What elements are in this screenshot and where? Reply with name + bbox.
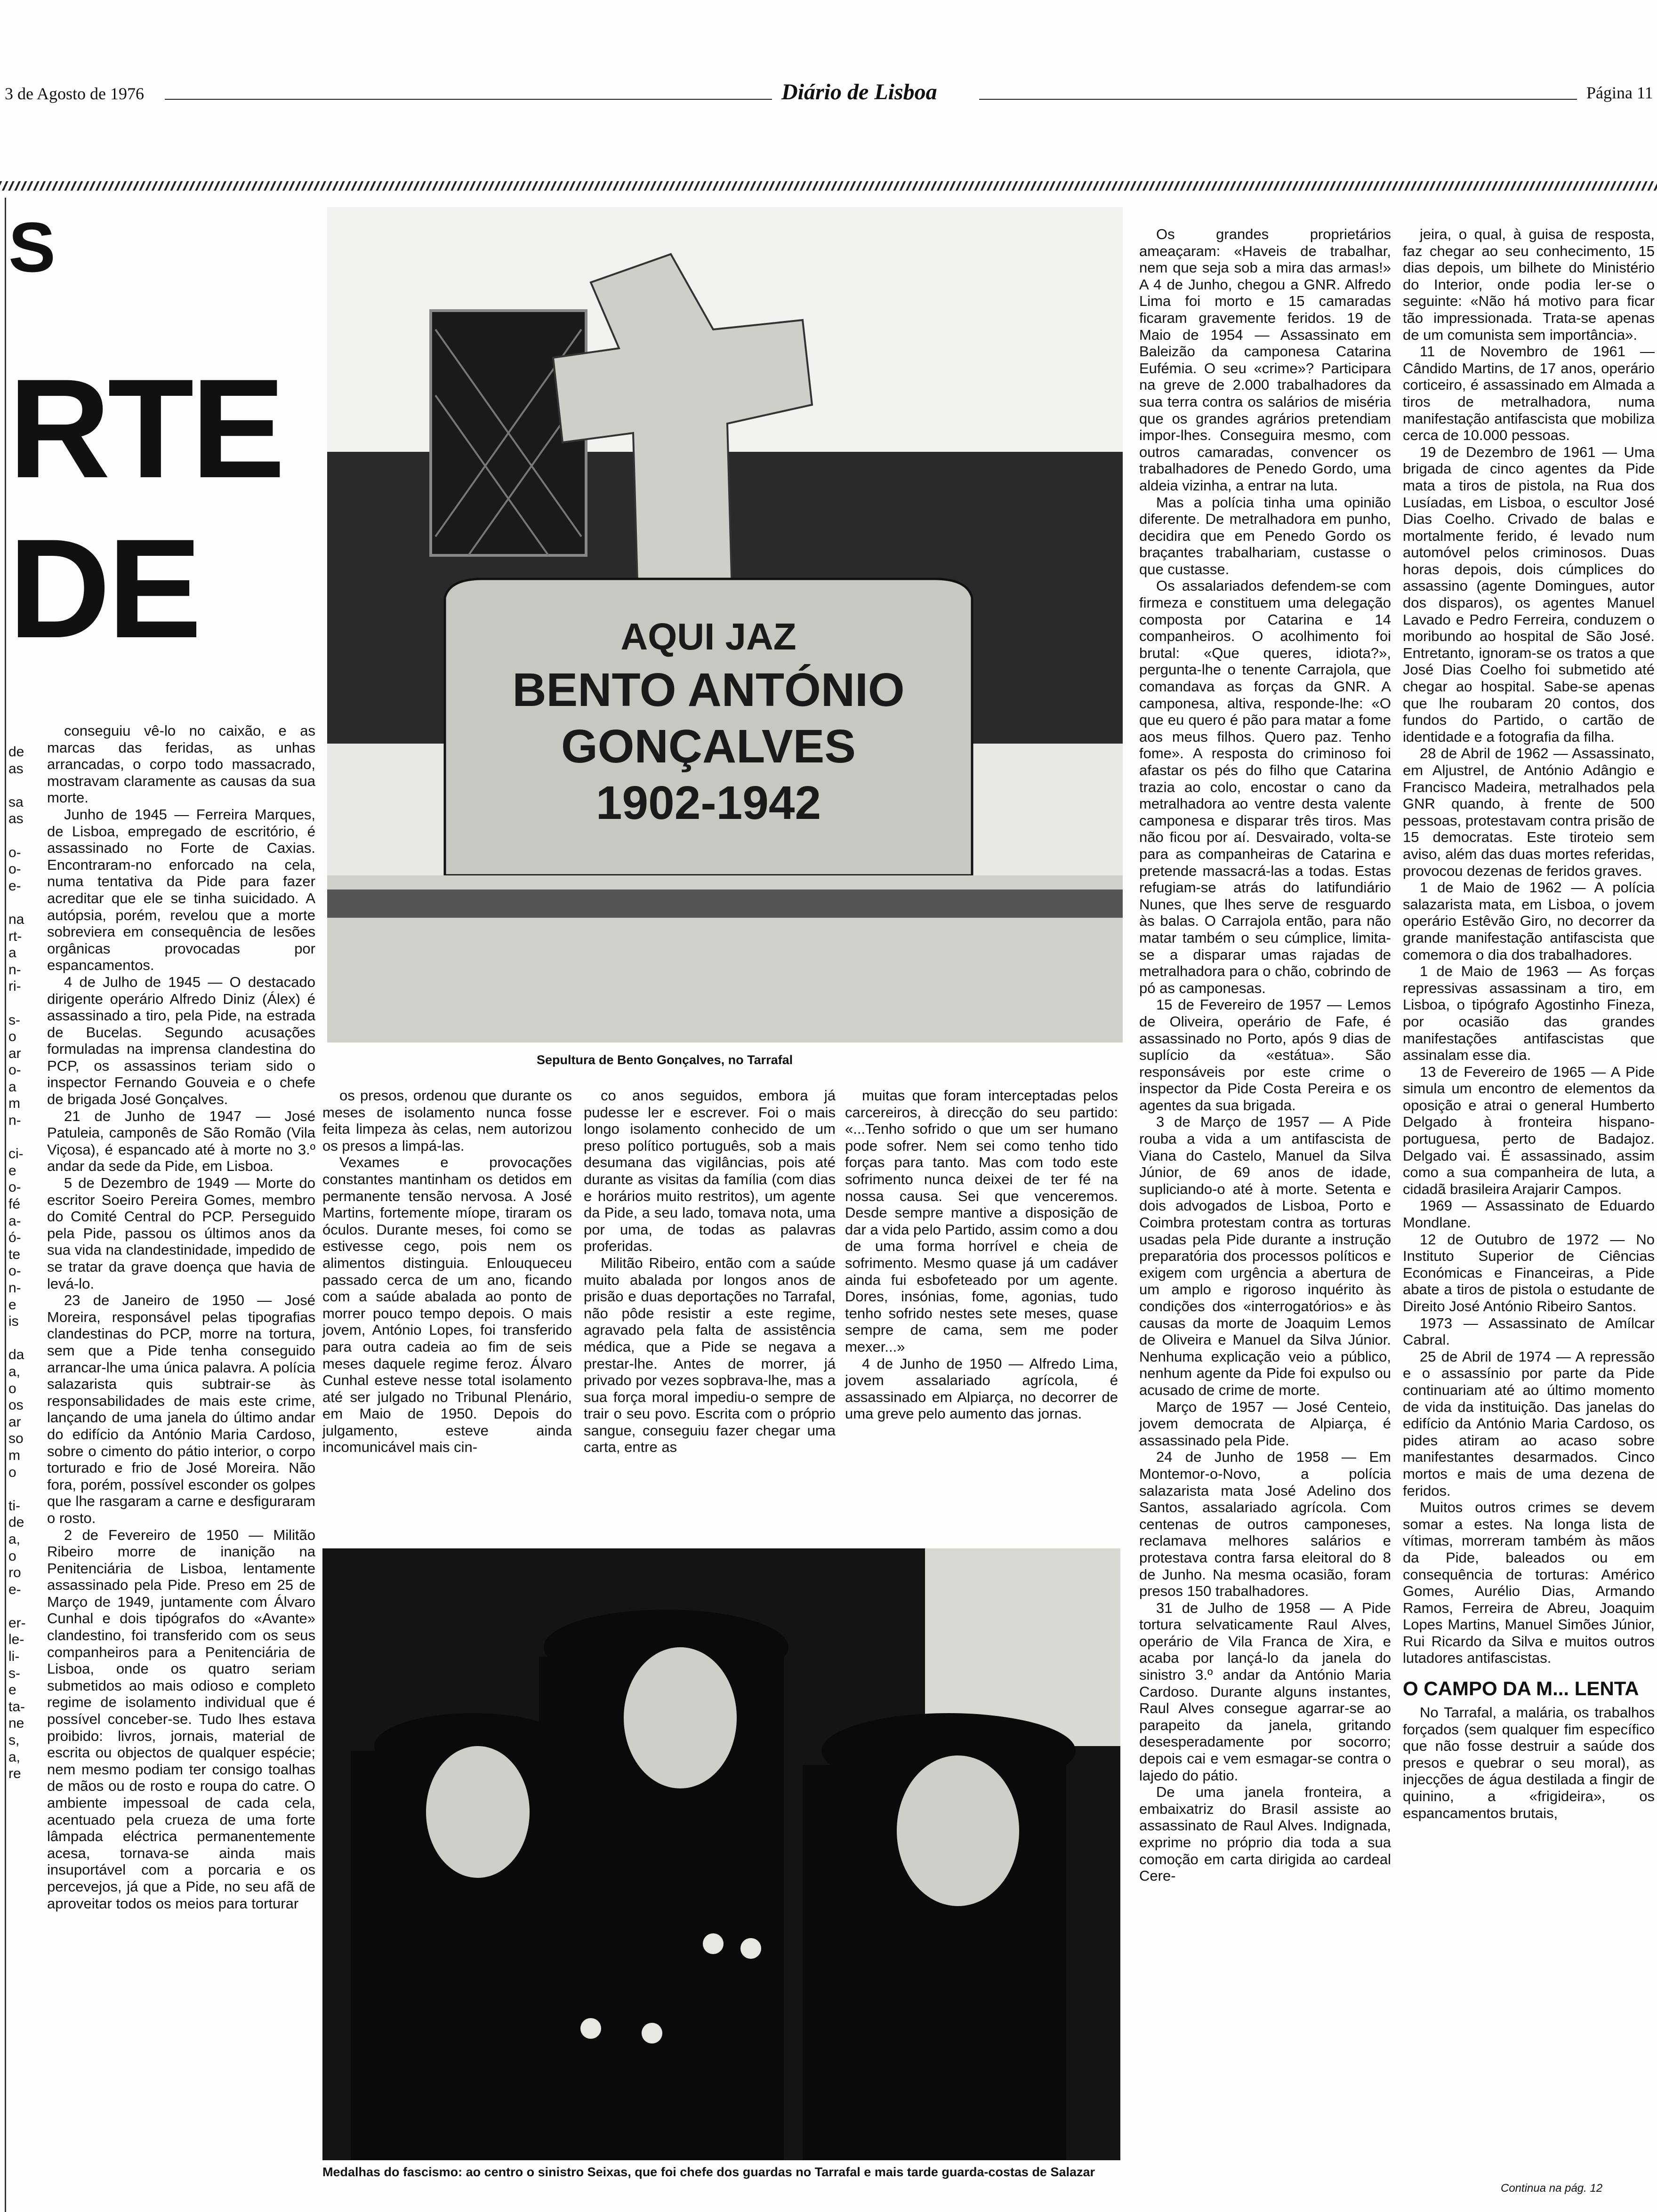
margin-fragment: o- — [8, 861, 21, 877]
margin-fragment: s- — [8, 1012, 20, 1028]
margin-fragment: a — [8, 1079, 16, 1095]
margin-fragment: so — [8, 1431, 24, 1447]
margin-fragment — [8, 827, 27, 844]
masthead — [0, 79, 1657, 107]
margin-fragment — [8, 777, 27, 794]
paragraph: Os assalariados defendem-se com firmeza e constituem uma delegação composta por Catarina e 14 companheiros. O acolhimento foi brutal: «Que queres, idiota?», pergunta-lhe o tenente Carrajola, que comandava as forças da GNR. A camponesa, altiva, responde-lhe: «O que eu quero é pão para matar a fome aos meus filhos. Quero paz. Tenho fome». A resposta do criminoso foi afastar os pés do filho que Catarina trazia ao colo, encostar o cano da metralhadora ao ventre desta valente camponesa e disparar três tiros. Mas não ficou por aí. Desvairado, volta-se para as companheiras de Catarina e pretende massacrá-las a todas. Estas refugiam-se atrás do latifundiário Nunes, que lhes serve de resguardo às balas. O Carrajola então, para não matar também o seu cúmplice, limita-se a disparar umas rajadas de metralhadora para o chão, cobrindo de pó as camponesas. — [1139, 577, 1391, 996]
margin-fragment: ci- — [8, 1146, 24, 1162]
paragraph: De uma janela fronteira, a embaixatriz do Brasil assiste ao assassinato de Raul Alves. Indignada, exprime no próprio dia toda a sua comoção em carta dirigida ao cardeal Cere- — [1139, 1784, 1391, 1884]
paragraph: 3 de Março de 1957 — A Pide rouba a vida a um antifascista de Viana do Castelo, Manuel da Silva Júnior, de 69 anos de idade, supliciando-o até à morte. Setenta e dois advogados de Lisboa, Porto e Coimbra protestam contra as torturas usadas pela Pide durante a instrução preparatória dos processos políticos e exigem com urgência a abertura de um amplo e rigoroso inquérito às condições dos «interrogatórios» e às causas da morte de Joaquim Lemos de Oliveira e Manuel da Silva Júnior. Nenhuma explicação veio a público, nenhum agente da Pide foi expulso ou acusado de crime de morte. — [1139, 1114, 1391, 1398]
paragraph: co anos seguidos, embora já pudesse ler e escrever. Foi o mais longo isolamento conhecido de um preso político português, sob a mais desumana das vigilâncias, pois até durante as visitas da família (com dias e horários muito restritos), um agente da Pide, a seu lado, tomava nota, uma por uma, de todas as palavras proferidas. — [584, 1087, 836, 1255]
paragraph: jeira, o qual, à guisa de resposta, faz chegar ao seu conhecimento, 15 dias depois, um bilhete do Ministério do Interior, onde podia ler-se o seguinte: «Não há motivo para ficar tão impressionada. Trata-se apenas de um comunista sem importância». — [1403, 226, 1655, 343]
tomb-inscription-line: AQUI JAZ — [620, 616, 796, 657]
column-1 — [47, 722, 315, 1912]
margin-fragment: ar — [8, 1045, 21, 1061]
paragraph: Os grandes proprietários ameaçaram: «Haveis de trabalhar, nem que seja sob a mira das armas!» A 4 de Junho, chegou a GNR. Alfredo Lima foi morto e 15 camaradas ficaram gravemente feridos. 19 de Maio de 1954 — Assassinato em Baleizão da camponesa Catarina Eufémia. O seu «crime»? Participara na greve de 2.000 trabalhadores da sua terra contra os salários de miséria que os grandes agrários pretendiam impor-lhes. Conseguira mesmo, com outros camaradas, convencer os trabalhadores de Penedo Gordo, uma aldeia vizinha, a entrar na luta. — [1139, 226, 1391, 494]
margin-fragment: sa — [8, 794, 24, 810]
tomb-inscription-line: BENTO ANTÓNIO — [512, 664, 905, 716]
paragraph: 1 de Maio de 1963 — As forças repressivas assassinam a tiro, em Lisboa, o tipógrafo Agostinho Fineza, por ocasião das grandes manifestações antifascistas que assinalam esse dia. — [1403, 963, 1655, 1064]
issue-date: 3 de Agosto de 1976 — [5, 84, 144, 103]
margin-fragment: a, — [8, 1531, 21, 1547]
masthead-rule-left — [165, 99, 772, 100]
margin-fragment: te — [8, 1246, 21, 1262]
margin-fragment: e- — [8, 878, 21, 894]
margin-fragment: o — [8, 1380, 16, 1396]
margin-fragment: fé — [8, 1196, 21, 1212]
hatched-rule — [0, 181, 1657, 191]
margin-fragment: na — [8, 911, 24, 927]
margin-fragment: n- — [8, 1280, 21, 1296]
paragraph: Militão Ribeiro, então com a saúde muito abalada por longos anos de prisão e duas deportações no Tarrafal, não pôde resistir a este regime, agravado pela falta de assistência médica, que a Pide se negava a prestar-lhe. Antes de morrer, já privado por vezes sopbrava-lhe, mas a sua força moral impediu-o sempre de trair o seu povo. Escrita com o próprio sangue, conseguiu fazer chegar uma carta, entre as — [584, 1254, 836, 1456]
tomb-image — [327, 207, 1123, 1042]
paragraph: 24 de Junho de 1958 — Em Montemor-o-Novo, a polícia salazarista mata José Adelino dos Santos, assalariado agrícola. Com centenas de outros camponeses, reclamava melhores salários e protestava contra farsa eleitoral do 8 de Junho. Na mesma ocasião, foram presos 150 trabalhadores. — [1139, 1449, 1391, 1600]
paragraph: 4 de Junho de 1950 — Alfredo Lima, jovem assalariado agrícola, é assassinado em Alpiarça, no decorrer de uma greve pelo aumento das jornas. — [845, 1355, 1118, 1422]
paragraph: 23 de Janeiro de 1950 — José Moreira, responsável pelas tipografias clandestinas do PCP, morre na tortura, sem que a Pide tenha conseguido arrancar-lhe uma única palavra. A polícia salazarista quis subtrair-se às responsabilidades de mais este crime, lançando de uma janela do último andar do edifício da António Maria Cardoso, sobre o cimento do pátio interior, o corpo torturado e frio de José Moreira. Não fora, porém, possível esconder os golpes que lhe rasgaram a carne e desfiguraram o rosto. — [47, 1292, 315, 1526]
section-subheading: O CAMPO DA M... LENTA — [1403, 1677, 1639, 1700]
margin-fragment: a — [8, 945, 16, 961]
margin-fragment: le- — [8, 1632, 24, 1648]
column-5 — [1139, 226, 1391, 1884]
paragraph: 1969 — Assassinato de Eduardo Mondlane. — [1403, 1197, 1655, 1231]
margin-fragment: de — [8, 1515, 24, 1531]
headline-line-2: RTE — [8, 349, 282, 507]
paragraph: Junho de 1945 — Ferreira Marques, de Lisboa, empregado de escritório, é assassinado no Forte de Caxias. Encontraram-no enforcado na cela, numa tentativa da Pide para fazer acreditar que ele se tinha suicidado. A autópsia, porém, revelou que a morte sobreviera em consequência de lesões orgânicas provocadas por espancamentos. — [47, 806, 315, 974]
paragraph: 12 de Outubro de 1972 — No Instituto Superior de Ciências Económicas e Financeiras, a Pide abate a tiros de pistola o estudante de Direito José António Ribeiro Santos. — [1403, 1231, 1655, 1314]
margin-fragment: ta- — [8, 1699, 25, 1715]
tomb-caption: Sepultura de Bento Gonçalves, no Tarrafal — [537, 1053, 793, 1067]
margin-fragment — [8, 1481, 27, 1498]
margin-fragment: rt- — [8, 928, 22, 944]
paragraph: conseguiu vê-lo no caixão, e as marcas das feridas, as unhas arrancadas, o corpo todo massacrado, mostravam claramente as causas da sua morte. — [47, 722, 315, 806]
column-4 — [845, 1087, 1118, 1422]
paragraph: 11 de Novembro de 1961 — Cândido Martins, de 17 anos, operário corticeiro, é assassinado em Almada a tiros de metralhadora, numa manifestação antifascista que mobiliza cerca de 10.000 pessoas. — [1403, 343, 1655, 444]
tomb-inscription-line: 1902-1942 — [595, 777, 821, 829]
margin-fragment: m — [8, 1447, 20, 1463]
paragraph: 28 de Abril de 1962 — Assassinato, em Aljustrel, de António Adângio e Francisco Madeira, metralhados pela GNR quando, à frente de 500 pessoas, protestavam contra prisão de 15 democratas. Este tiroteio sem aviso, além das duas mortes referidas, provocou dezenas de feridos graves. — [1403, 745, 1655, 879]
margin-fragment: s, — [8, 1732, 20, 1748]
margin-fragment: ó- — [8, 1230, 21, 1246]
newspaper-title: Diário de Lisboa — [781, 80, 937, 104]
margin-fragment: os — [8, 1397, 24, 1413]
margin-fragment: n- — [8, 1113, 21, 1129]
paragraph: 4 de Julho de 1945 — O destacado dirigente operário Alfredo Diniz (Álex) é assassinado a tiro, pela Pide, na estrada de Bucelas. Segundo acusações formuladas na imprensa clandestina do PCP, os assassinos teriam sido o inspector Fernando Gouveia e o chefe de brigada José Gonçalves. — [47, 973, 315, 1108]
margin-fragment: ar — [8, 1414, 21, 1430]
paragraph: No Tarrafal, a malária, os trabalhos forçados (sem qualquer fim específico que não fosse destruir a saúde dos presos e quebrar o seu moral), as injecções de água destilada a fingir de quinino, a «frigideira», os espancamentos brutais, — [1403, 1704, 1655, 1821]
margin-fragment: o- — [8, 1263, 21, 1279]
column-2 — [322, 1087, 572, 1456]
margin-fragment: as — [8, 811, 24, 827]
headline-line-1: S — [8, 208, 53, 287]
paragraph: 5 de Dezembro de 1949 — Morte do escritor Soeiro Pereira Gomes, membro do Comité Central do PCP. Perseguido pela Pide, passou os últimos anos da sua vida na clandestinidade, impedido de se tratar da grave doença que havia de levá-lo. — [47, 1175, 315, 1292]
margin-fragment: o- — [8, 844, 21, 860]
margin-fragment: e — [8, 1162, 16, 1178]
continued-note: Continua na pág. 12 — [1501, 2182, 1603, 2195]
left-margin-fragments — [8, 744, 27, 1782]
tomb-photo — [327, 207, 1123, 1042]
margin-fragment: m — [8, 1096, 20, 1112]
paragraph: Mas a polícia tinha uma opinião diferente. De metralhadora em punho, decidira que em Penedo Gordo os braçantes trabalhariam, custasse o que custasse. — [1139, 494, 1391, 577]
paragraph: 1973 — Assassinato de Amílcar Cabral. — [1403, 1314, 1655, 1348]
margin-fragment: ti- — [8, 1498, 20, 1514]
tomb-inscription-line: GONÇALVES — [561, 720, 856, 773]
headline-line-3: DE — [8, 509, 199, 667]
paragraph: 19 de Dezembro de 1961 — Uma brigada de cinco agentes da Pide mata a tiros de pistola, na Rua dos Lusíadas, em Lisboa, o escultor José Dias Coelho. Crivado de balas e mortalmente ferido, é levado num automóvel pelos criminosos. Duas horas depois, dois cúmplices do assassino (agente Domingues, autor dos disparos), os agentes Manuel Lavado e Pedro Ferreira, conduzem o moribundo ao hospital de São José. Entretanto, ignoram-se os tratos a que José Dias Coelho foi submetido até chegar ao hospital. Sabe-se apenas que lhe roubaram 20 contos, dos fundos do Partido, o cartão de identidade e a fotografia da filha. — [1403, 443, 1655, 745]
margin-fragment: n- — [8, 962, 21, 978]
page-crop-edge — [5, 198, 6, 2212]
margin-fragment: s- — [8, 1665, 20, 1681]
paragraph: os presos, ordenou que durante os meses de isolamento nunca fosse feita limpeza às celas, nem autorizou os presos a limpá-las. — [322, 1087, 572, 1154]
margin-fragment: li- — [8, 1649, 20, 1665]
column-3 — [584, 1087, 836, 1456]
margin-fragment: a, — [8, 1749, 21, 1765]
margin-fragment: is — [8, 1314, 19, 1330]
paragraph: Muitos outros crimes se devem somar a estes. Na longa lista de vítimas, morreram também às mãos da Pide, baleados ou em consequência de torturas: Américo Gomes, Aurélio Dias, Armando Ramos, Ferreira de Abreu, Joaquim Lopes Martins, Manuel Simões Júnior, Rui Ricardo da Silva e muitos outros lutadores antifascistas. — [1403, 1499, 1655, 1667]
guards-image — [322, 1548, 1120, 2160]
margin-fragment — [8, 894, 27, 911]
margin-fragment: ri- — [8, 978, 21, 994]
guards-caption: Medalhas do fascismo: ao centro o sinistro Seixas, que foi chefe dos guardas no Tarrafal e mais tarde guarda-costas de Salazar — [322, 2165, 1095, 2179]
margin-fragment: ne — [8, 1715, 24, 1731]
margin-fragment: de — [8, 744, 24, 760]
paragraph: 1 de Maio de 1962 — A polícia salazarista mata, em Lisboa, o jovem operário Estêvão Giro, no decorrer da grande manifestação antifascista que comemora o dia dos trabalhadores. — [1403, 879, 1655, 963]
margin-fragment: e — [8, 1682, 16, 1698]
masthead-rule-right — [979, 99, 1577, 100]
margin-fragment: er- — [8, 1615, 26, 1631]
margin-fragment — [8, 995, 27, 1012]
paragraph: Vexames e provocações constantes mantinham os detidos em permanente tensão nervosa. A José Martins, fortemente míope, tiraram os óculos. Durante meses, foi como se estivesse cego, pois nem os alimentos distinguia. Enlouqueceu passado cerca de um ano, ficando com a saúde abalada ao ponto de morrer pouco tempo depois. O mais jovem, António Lopes, foi transferido para outra cadeia ao fim de seis meses daquele regime feroz. Álvaro Cunhal esteve nesse total isolamento até ser julgado no Tribunal Plenário, em Maio de 1950. Depois do julgamento, esteve ainda incomunicável mais cin- — [322, 1154, 572, 1456]
paragraph: 31 de Julho de 1958 — A Pide tortura selvaticamente Raul Alves, operário de Vila Franca de Xira, e acaba por lançá-lo da janela do sinistro 3.º andar da António Maria Cardoso. Durante alguns instantes, Raul Alves consegue agarrar-se ao parapeito da janela, gritando desesperadamente por socorro; depois cai e vem esmagar-se contra o lajedo do pátio. — [1139, 1599, 1391, 1784]
guards-photo — [322, 1548, 1120, 2160]
margin-fragment — [8, 1330, 27, 1347]
paragraph: muitas que foram interceptadas pelos carcereiros, à direcção do seu partido: «...Tenho sofrido o que um ser humano pode sofrer. Nem sei como tenho tido forças para tanto. Mas com todo este sofrimento nunca deixei de ter fé na nossa causa. Sei que venceremos. Desde sempre mantive a disposição de dar a vida pelo Partido, assim como a dou de uma forma horrível e cheia de sofrimento. Mesmo quase já um cadáver ainda fui esbofeteado por um agente. Dores, insónias, fome, agonias, tudo tenho sofrido nestes sete meses, quase sempre de cama, sem me poder mexer...» — [845, 1087, 1118, 1355]
margin-fragment: a, — [8, 1363, 21, 1379]
margin-fragment: a- — [8, 1213, 21, 1229]
paragraph: 2 de Fevereiro de 1950 — Militão Ribeiro morre de inanição na Penitenciária de Lisboa, lentamente assassinado pela Pide. Preso em 25 de Março de 1949, juntamente com Álvaro Cunhal e dois tipógrafos do «Avante» clandestino, foi transferido com os seus companheiros para a Penitenciária de Lisboa, onde os quatro seriam submetidos ao mais odioso e completo regime de isolamento individual que é possível conceber-se. Tudo lhes estava proibido: livros, jornais, material de escrita ou objectos de qualquer espécie; nem mesmo podiam ter consigo toalhas de mãos ou de rosto e roupa do catre. O ambiente impessoal de cada cela, acentuado pela crueza de uma forte lâmpada eléctrica permanentemente acesa, tornava-se ainda mais insuportável com a porcaria e os percevejos, já que a Pide, no seu afã de aproveitar todos os meios para torturar — [47, 1526, 315, 1912]
paragraph: 13 de Fevereiro de 1965 — A Pide simula um encontro de elementos da oposição e atrai o general Humberto Delgado à fronteira hispano-portuguesa, perto de Badajoz. Delgado vai. É assassinado, assim como a sua companheira de luta, a cidadã brasileira Arajarir Campos. — [1403, 1063, 1655, 1197]
paragraph: 15 de Fevereiro de 1957 — Lemos de Oliveira, operário de Fafe, é assassinado no Porto, após 9 dias de suplício da «estátua». São responsáveis por este crime o inspector da Pide Costa Pereira e os agentes da sua brigada. — [1139, 996, 1391, 1114]
paragraph: 21 de Junho de 1947 — José Patuleia, camponês de São Romão (Vila Viçosa), é espancado até à morte no 3.º andar da sede da Pide, em Lisboa. — [47, 1107, 315, 1175]
margin-fragment — [8, 1129, 27, 1146]
margin-fragment: ro — [8, 1565, 21, 1581]
margin-fragment: o- — [8, 1179, 21, 1195]
column-6 — [1403, 226, 1655, 1821]
paragraph: 25 de Abril de 1974 — A repressão e o assassínio por parte da Pide continuariam até ao último momento de vida da instituição. Das janelas do edifício da António Maria Cardoso, os pides atiram ao acaso sobre manifestantes desarmados. Cinco mortos e mais de uma dezena de feridos. — [1403, 1348, 1655, 1499]
margin-fragment: o — [8, 1029, 16, 1045]
page-number: Página 11 — [1586, 83, 1653, 102]
margin-fragment — [8, 1598, 27, 1615]
margin-fragment: o- — [8, 1062, 21, 1078]
margin-fragment: e — [8, 1297, 16, 1313]
margin-fragment: o — [8, 1548, 16, 1564]
margin-fragment: e- — [8, 1581, 21, 1597]
paragraph: Março de 1957 — José Centeio, jovem democrata de Alpiarça, é assassinado pela Pide. — [1139, 1398, 1391, 1449]
margin-fragment: o — [8, 1464, 16, 1480]
margin-fragment: as — [8, 761, 24, 777]
margin-fragment: re — [8, 1766, 21, 1782]
margin-fragment: da — [8, 1347, 24, 1363]
